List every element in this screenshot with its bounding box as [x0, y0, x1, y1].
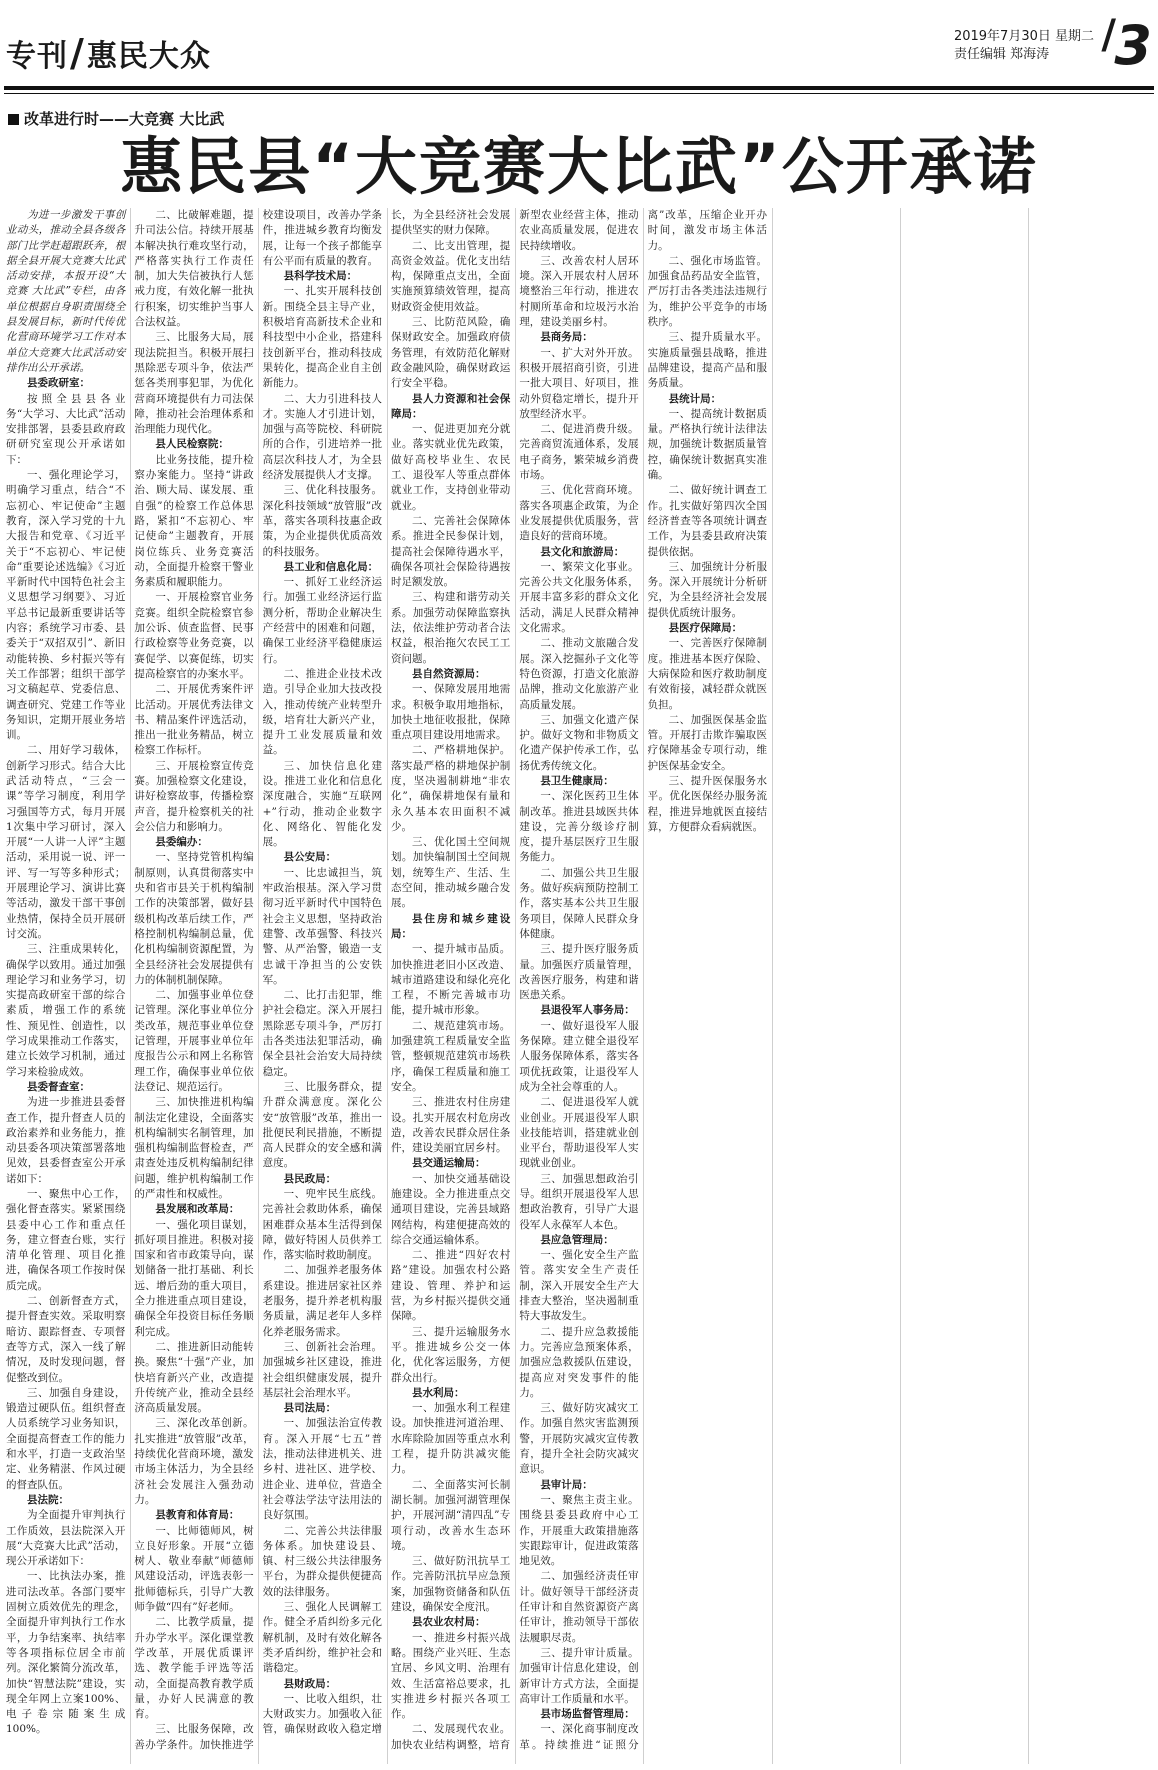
body-paragraph: 一、兜牢民生底线。完善社会救助体系，确保困难群众基本生活得到保障，做好特困人员供养工作，落实临时救助制度。	[262, 1188, 382, 1262]
editor-credit: 责任编辑 郑海涛	[953, 47, 1050, 62]
body-paragraph: 一、比执法办案，推进司法改革。各部门要牢固树立质效优先的理念，全面提升审判执行工作水平，力争结案率、执结率等各项指标位居全市前列。深化繁简分流改革，加快“智慧法院”建设，实现全年网上立案100%、电子卷宗随案生成100%。	[6, 1570, 126, 1736]
body-paragraph: 三、优化科技服务。深化科技领域“放管服”改革，落实各项科技惠企政策，为企业提供优质高效的科技服务。	[262, 484, 382, 558]
column-divider	[515, 208, 516, 1764]
body-paragraph: 一、聚焦中心工作，强化督查落实。紧紧围绕县委中心工作和重点任务，建立督查台账，实行清单化管理、项目化推进，确保各项工作按时保质完成。	[6, 1188, 126, 1292]
body-paragraph: 一、加强水利工程建设。加快推进河道治理、水库除险加固等重点水利工程，提升防洪减灾能力。	[390, 1402, 511, 1476]
column-divider	[258, 208, 259, 1764]
column-divider	[772, 208, 773, 1764]
body-paragraph: 二、用好学习载体，创新学习形式。结合大比武活动特点，“三会一课”等学习制度，利用学习强国等方式，每月开展1次集中学习研讨，深入开展“一人讲一人评”主题活动，采用说一说、评一评、写一写等多种形式；开展理论学习、演讲比赛等活动，激发干部干事创业热情，保持全员开展研讨交流。	[6, 744, 126, 940]
body-paragraph: 二、规范建筑市场。加强建筑工程质量安全监管，整顿规范建筑市场秩序，确保工程质量和施工安全。	[390, 1019, 511, 1093]
body-paragraph: 二、加强医保基金监管。开展打击欺诈骗取医疗保障基金专项行动，维护医保基金安全。	[647, 713, 767, 772]
body-paragraph: 为全面提升审判执行工作质效，县法院深入开展“大竞赛大比武”活动，现公开承诺如下：	[6, 1509, 126, 1568]
column-divider	[1028, 208, 1029, 1764]
body-paragraph: 三、比服务保障，改善办学条件。加快推进学校建设项目，改善办学条件，推进城乡教育均衡发展，让每一个孩子都能享有公平而有质量的教育。	[134, 209, 382, 1751]
body-paragraph: 三、推进农村住房建设。扎实开展农村危房改造，改善农民群众居住条件，建设美丽宜居乡村。	[390, 1096, 511, 1155]
section-heading: 县法院：	[27, 1493, 69, 1506]
section-heading: 县自然资源局：	[411, 667, 486, 680]
body-paragraph: 一、扩大对外开放。积极开展招商引资，引进一批大项目、好项目，推动外贸稳定增长，提升开放型经济水平。	[519, 346, 639, 420]
section-heading: 县应急管理局：	[540, 1233, 614, 1246]
body-paragraph: 二、加强事业单位登记管理。深化事业单位分类改革，规范事业单位登记管理，开展事业单位年度报告公示和网上名称管理工作，确保事业单位依法登记、规范运行。	[134, 989, 254, 1093]
body-paragraph: 二、大力引进科技人才。实施人才引进计划，加强与高等院校、科研院所的合作，引进培养一批高层次科技人才，为全县经济发展提供人才支撑。	[262, 392, 382, 482]
body-paragraph: 三、开展检察宣传竞赛。加强检察文化建设，讲好检察故事，传播检察声音，提升检察机关的社会公信力和影响力。	[134, 759, 254, 833]
body-paragraph: 一、加快交通基础设施建设。全力推进重点交通项目建设，完善县域路网结构，构建便捷高效的综合交通运输体系。	[390, 1172, 511, 1246]
body-paragraph: 一、坚持党管机构编制原则，认真贯彻落实中央和省市县关于机构编制工作的决策部署，做好县级机构改革后续工作，严格控制机构编制总量，优化机构编制资源配置，为全县经济社会发展提供有力的体制机制保障。	[134, 851, 254, 986]
section-heading: 县司法局：	[283, 1402, 337, 1415]
body-paragraph: 三、提升质量水平。实施质量强县战略，推进品牌建设，提高产品和服务质量。	[647, 331, 767, 390]
section-heading: 县商务局：	[540, 331, 593, 344]
body-paragraph: 二、比教学质量，提升办学水平。深化课堂教学改革，开展优质课评选、教学能手评选等活动，全面提高教育教学质量，办好人民满意的教育。	[134, 1616, 254, 1721]
body-paragraph: 一、促进更加充分就业。落实就业优先政策，做好高校毕业生、农民工、退役军人等重点群体就业工作，支持创业带动就业。	[390, 423, 511, 512]
section-heading: 县人民检察院：	[155, 438, 229, 451]
section-heading: 县审计局：	[540, 1478, 593, 1491]
body-paragraph: 一、保障发展用地需求。积极争取用地指标，加快土地征收报批，保障重点项目建设用地需求。	[390, 683, 511, 742]
section-heading: 县教育和体育局：	[155, 1509, 240, 1522]
section-heading: 县文化和旅游局：	[540, 545, 625, 558]
column-kicker	[8, 108, 224, 129]
masthead-rule	[4, 86, 1154, 90]
body-paragraph: 二、严格耕地保护。落实最严格的耕地保护制度，坚决遏制耕地“非农化”，确保耕地保有量和永久基本农田面积不减少。	[390, 744, 511, 833]
column-divider	[130, 208, 131, 1764]
section-heading: 县科学技术局：	[283, 270, 358, 283]
issue-date: 2019年7月30日 星期二	[953, 29, 1094, 44]
body-paragraph: 二、完善公共法律服务体系。加快建设县、镇、村三级公共法律服务平台，为群众提供便捷高效的法律服务。	[262, 1524, 382, 1598]
body-paragraph: 一、做好退役军人服务保障。建立健全退役军人服务保障体系，落实各项优抚政策，让退役军人成为全社会尊重的人。	[519, 1019, 639, 1093]
body-paragraph: 三、优化国土空间规划。加快编制国土空间规划，统筹生产、生活、生态空间，推动城乡融合发展。	[390, 836, 511, 910]
body-paragraph: 二、推动文旅融合发展。深入挖掘孙子文化等特色资源，打造文化旅游品牌，推动文化旅游产业高质量发展。	[519, 637, 639, 711]
body-paragraph: 三、深化改革创新。扎实推进“放管服”改革，持续优化营商环境，激发市场主体活力，为全县经济社会发展注入强劲动力。	[134, 1417, 254, 1506]
body-paragraph: 一、抓好工业经济运行。加强工业经济运行监测分析，帮助企业解决生产经营中的困难和问题，确保工业经济平稳健康运行。	[262, 576, 382, 665]
body-paragraph: 二、提升应急救援能力。完善应急预案体系，加强应急救援队伍建设，提高应对突发事件的能力。	[519, 1325, 639, 1399]
body-paragraph: 二、完善社会保障体系。推进全民参保计划，提高社会保障待遇水平，确保各项社会保险待遇按时足额发放。	[390, 514, 511, 589]
body-paragraph: 三、加快信息化建设。推进工业化和信息化深度融合，实施“互联网+”行动，推动企业数字化、网络化、智能化发展。	[262, 759, 382, 849]
body-paragraph: 一、聚焦主责主业。围绕县委县政府中心工作，开展重大政策措施落实跟踪审计，促进政策落地见效。	[519, 1493, 639, 1568]
slash-divider: /	[70, 30, 85, 75]
masthead-rule-thin	[4, 93, 1154, 94]
body-paragraph: 一、强化安全生产监管。落实安全生产责任制，深入开展安全生产大排查大整治，坚决遏制重特大事故发生。	[519, 1249, 639, 1323]
body-paragraph: 一、深化商事制度改革。持续推进“证照分离”改革，压缩企业开办时间，激发市场主体活力。	[519, 209, 767, 1751]
body-paragraph: 一、提高统计数据质量。严格执行统计法律法规，加强统计数据质量管控，确保统计数据真实准确。	[647, 407, 767, 482]
body-paragraph: 二、加强公共卫生服务。做好疾病预防控制工作，落实基本公共卫生服务项目，保障人民群众身体健康。	[519, 866, 639, 940]
body-paragraph: 二、全面落实河长制湖长制。加强河湖管理保护，开展河湖“清四乱”专项行动，改善水生态环境。	[390, 1478, 511, 1552]
body-paragraph: 三、改善农村人居环境。深入开展农村人居环境整治三年行动，推进农村厕所革命和垃圾污水治理，建设美丽乡村。	[519, 254, 639, 329]
body-paragraph: 三、创新社会治理。加强城乡社区建设，推进社会组织健康发展，提升基层社会治理水平。	[262, 1340, 382, 1399]
body-paragraph: 三、加强统计分析服务。深入开展统计分析研究，为全县经济社会发展提供优质统计服务。	[647, 560, 767, 619]
page-number: 3	[1114, 14, 1152, 77]
body-paragraph: 一、完善医疗保障制度。推进基本医疗保险、大病保险和医疗救助制度有效衔接，减轻群众就医负担。	[647, 637, 767, 711]
body-paragraph: 二、比破解难题，提升司法公信。持续开展基本解决执行难攻坚行动，严格落实执行工作责任制，加大失信被执行人惩戒力度，有效化解一批执行积案，切实维护当事人合法权益。	[134, 209, 254, 329]
section-heading: 县卫生健康局：	[540, 774, 614, 787]
body-paragraph: 三、提升医保服务水平。优化医保经办服务流程，推进异地就医直接结算，方便群众看病就医。	[647, 774, 767, 833]
body-paragraph: 三、提升运输服务水平。推进城乡公交一体化，优化客运服务，方便群众出行。	[390, 1325, 511, 1384]
column-divider	[900, 208, 901, 1764]
column-divider	[387, 208, 388, 1764]
paper-name: 惠民大众	[86, 39, 211, 74]
section-heading: 县委政研室：	[27, 377, 90, 390]
body-paragraph: 三、比服务群众，提升群众满意度。深化公安“放管服”改革，推出一批便民利民措施，不断提高人民群众的安全感和满意度。	[262, 1080, 382, 1170]
body-paragraph: 三、做好防汛抗旱工作。完善防汛抗旱应急预案，加强物资储备和队伍建设，确保安全度汛。	[390, 1555, 511, 1614]
body-paragraph: 二、做好统计调查工作。扎实做好第四次全国经济普查等各项统计调查工作，为县委县政府决策提供依据。	[647, 484, 767, 558]
section-heading: 县农业农村局：	[411, 1616, 486, 1629]
kicker-text: 改革进行时——大竞赛 大比武	[24, 110, 225, 128]
body-paragraph: 三、提升审计质量。加强审计信息化建设，创新审计方式方法，全面提高审计工作质量和水平。	[519, 1646, 639, 1705]
column-divider	[643, 208, 644, 1764]
slash-divider: /	[1101, 12, 1116, 58]
body-paragraph: 一、推进乡村振兴战略。围绕产业兴旺、生态宜居、乡风文明、治理有效、生活富裕总要求，扎实推进乡村振兴各项工作。	[390, 1631, 511, 1721]
body-paragraph: 二、推进“四好农村路”建设。加强农村公路建设、管理、养护和运营，为乡村振兴提供交通保障。	[390, 1249, 511, 1323]
section-heading: 县人力资源和社会保障局：	[390, 392, 511, 420]
section-heading: 县委督查室：	[27, 1080, 90, 1093]
body-paragraph: 一、强化理论学习，明确学习重点，结合“不忘初心、牢记使命”主题教育，深入学习党的十九大报告和党章、《习近平关于“不忘初心、牢记使命”重要论述选编》《习近平新时代中国特色社会主义思想学习纲要》、习近平总书记最新重要讲话等内容；系统学习市委、县委关于“双招双引”、新旧动能转换、乡村振兴等有关工作部署；组织干部学习文稿起草、党委信息、调查研究、党建工作等业务知识，定期开展业务培训。	[6, 469, 126, 742]
body-paragraph: 一、比收入组织，壮大财政实力。加强收入征管，确保财政收入稳定增长，为全县经济社会发展提供坚实的财力保障。	[262, 209, 511, 1736]
body-paragraph: 一、开展检察官业务竞赛。组织全院检察官参加公诉、侦查监督、民事行政检察等业务竞赛，以赛促学、以赛促练，切实提高检察官的办案水平。	[134, 591, 254, 680]
masthead-meta	[953, 12, 1116, 64]
section-heading: 县财政局：	[283, 1677, 337, 1690]
body-paragraph: 三、比服务大局，展现法院担当。积极开展扫黑除恶专项斗争，依法严惩各类刑事犯罪，为优化营商环境提供有力司法保障，推动社会治理体系和治理能力现代化。	[134, 331, 254, 436]
body-paragraph: 二、创新督查方式，提升督查实效。采取明察暗访、跟踪督查、专项督查等方式，深入一线了解情况，及时发现问题，督促整改到位。	[6, 1295, 126, 1384]
article-body	[6, 208, 1152, 1764]
body-paragraph: 一、扎实开展科技创新。围绕全县主导产业，积极培育高新技术企业和科技型中小企业，搭建科技创新平台，推动科技成果转化，提高企业自主创新能力。	[262, 285, 382, 390]
body-paragraph: 三、构建和谐劳动关系。加强劳动保障监察执法，依法维护劳动者合法权益，根治拖欠农民工工资问题。	[390, 591, 511, 665]
body-paragraph: 三、强化人民调解工作。健全矛盾纠纷多元化解机制，及时有效化解各类矛盾纠纷，维护社会和谐稳定。	[262, 1601, 382, 1675]
section-label: 专刊	[6, 39, 68, 74]
body-paragraph: 一、比师德师风，树立良好形象。开展“立德树人、敬业奉献”师德师风建设活动，评选表彰一批师德标兵，引导广大教师争做“四有”好老师。	[134, 1524, 254, 1614]
lead-paragraph: 为进一步激发干事创业动头，推动全县各级各部门比学赶超跟跃奔，根据全县开展大竞赛大比武活动安排，本报开设“大竞赛 大比武”专栏，由各单位根据自身职责围绕全县发展目标，新时代传优化营商环境学习工作对本单位大竞赛大比武活动安排作出公开承诺。	[6, 209, 126, 374]
masthead-title	[6, 30, 211, 75]
body-paragraph: 二、比支出管理，提高资金效益。优化支出结构，保障重点支出，全面实施预算绩效管理，提高财政资金使用效益。	[390, 239, 511, 313]
section-heading: 县退役军人事务局：	[540, 1004, 635, 1017]
masthead	[0, 0, 1158, 86]
body-paragraph: 三、优化营商环境。落实各项惠企政策，为企业发展提供优质服务，营造良好的营商环境。	[519, 484, 639, 543]
body-paragraph: 二、比打击犯罪，维护社会稳定。深入开展扫黑除恶专项斗争，严厉打击各类违法犯罪活动，确保全县社会治安大局持续稳定。	[262, 989, 382, 1078]
body-paragraph: 三、提升医疗服务质量。加强医疗质量管理，改善医疗服务，构建和谐医患关系。	[519, 943, 639, 1002]
body-paragraph: 三、比防范风险，确保财政安全。加强政府债务管理，有效防范化解财政金融风险，确保财政运行安全平稳。	[390, 316, 511, 390]
body-paragraph: 一、提升城市品质。加快推进老旧小区改造、城市道路建设和绿化亮化工程，不断完善城市功能，提升城市形象。	[390, 943, 511, 1017]
body-paragraph: 三、加强思想政治引导。组织开展退役军人思想政治教育，引导广大退役军人永葆军人本色。	[519, 1172, 639, 1231]
section-heading: 县委编办：	[155, 836, 208, 849]
section-heading: 县统计局：	[668, 392, 722, 405]
section-heading: 县市场监督管理局：	[540, 1708, 635, 1721]
body-paragraph: 二、推进企业技术改造。引导企业加大技改投入，推动传统产业转型升级，培育壮大新兴产业，提升工业发展质量和效益。	[262, 667, 382, 757]
body-paragraph: 二、促进退役军人就业创业。开展退役军人职业技能培训，搭建就业创业平台，帮助退役军人实现就业创业。	[519, 1096, 639, 1170]
body-paragraph: 二、促进消费升级。完善商贸流通体系，发展电子商务，繁荣城乡消费市场。	[519, 423, 639, 482]
body-paragraph: 二、加强养老服务体系建设。推进居家社区养老服务，提升养老机构服务质量，满足老年人多样化养老服务需求。	[262, 1264, 382, 1338]
body-paragraph: 三、注重成果转化，确保学以致用。通过加强理论学习和业务学习，切实提高政研室干部的综合素质，增强工作的系统性、预见性、创造性，以学习成果推动工作落实，建立长效学习机制，通过学习来检验成效。	[6, 943, 126, 1078]
body-paragraph: 二、加强经济责任审计。做好领导干部经济责任审计和自然资源资产离任审计，推动领导干部依法履职尽责。	[519, 1570, 639, 1644]
body-paragraph: 三、加快推进机构编制法定化建设，全面落实机构编制实名制管理，加强机构编制监督检查，严肃查处违反机构编制纪律问题，维护机构编制工作的严肃性和权威性。	[134, 1096, 254, 1200]
section-heading: 县交通运输局：	[411, 1157, 486, 1170]
body-paragraph: 三、做好防灾减灾工作。加强自然灾害监测预警，开展防灾减灾宣传教育，提升全社会防灾减灾意识。	[519, 1402, 639, 1476]
square-bullet-icon	[8, 114, 19, 125]
body-paragraph: 三、加强文化遗产保护。做好文物和非物质文化遗产保护传承工作，弘扬优秀传统文化。	[519, 713, 639, 772]
body-paragraph: 二、开展优秀案件评比活动。开展优秀法律文书、精品案件评选活动，推出一批业务精品，树立检察工作标杆。	[134, 683, 254, 757]
body-paragraph: 二、强化市场监管。加强食品药品安全监管，严厉打击各类违法违规行为，维护公平竞争的市场秩序。	[647, 254, 767, 329]
body-paragraph: 一、强化项目谋划，抓好项目推进。积极对接国家和省市政策导向，谋划储备一批打基础、利长远、增后劲的重大项目，全力推进重点项目建设，确保全年投资目标任务顺利完成。	[134, 1218, 254, 1338]
body-paragraph: 按照全县县各业务“大学习、大比武”活动安排部署，县委县政府政研研究室现公开承诺如下：	[6, 392, 126, 466]
section-heading: 县住房和城乡建设局：	[390, 912, 511, 940]
body-paragraph: 三、加强自身建设，锻造过硬队伍。组织督查人员系统学习业务知识，全面提高督查工作的能力和水平，打造一支政治坚定、业务精湛、作风过硬的督查队伍。	[6, 1386, 126, 1491]
body-paragraph: 二、推进新旧动能转换。聚焦“十强”产业，加快培育新兴产业，改造提升传统产业，推动全县经济高质量发展。	[134, 1340, 254, 1415]
body-paragraph: 一、比忠诚担当，筑牢政治根基。深入学习贯彻习近平新时代中国特色社会主义思想，坚持政治建警、改革强警、科技兴警、从严治警，锻造一支忠诚干净担当的公安铁军。	[262, 866, 382, 986]
section-heading: 县医疗保障局：	[668, 622, 743, 635]
page-title: 惠民县“大竞赛大比武”公开承诺	[120, 130, 1038, 203]
body-paragraph: 比业务技能，提升检察办案能力。坚持“讲政治、顾大局、谋发展、重自强”的检察工作总体思路，紧扣“不忘初心、牢记使命”主题教育，开展岗位练兵、业务竞赛活动，全面提升检察干警业务素质和履职能力。	[134, 453, 254, 589]
section-heading: 县公安局：	[283, 851, 337, 864]
body-paragraph: 为进一步推进县委督查工作，提升督查人员的政治素养和业务能力，推动县委各项决策部署落地见效，县委督查室公开承诺如下：	[6, 1096, 126, 1185]
body-paragraph: 一、加强法治宣传教育。深入开展“七五”普法，推动法律进机关、进乡村、进社区、进学校、进企业、进单位，营造全社会尊法学法守法用法的良好氛围。	[262, 1417, 382, 1522]
body-paragraph: 一、深化医药卫生体制改革。推进县域医共体建设，完善分级诊疗制度，提升基层医疗卫生服务能力。	[519, 790, 639, 864]
body-paragraph: 二、发展现代农业。加快农业结构调整，培育新型农业经营主体，推动农业高质量发展，促进农民持续增收。	[390, 209, 639, 1751]
body-paragraph: 一、繁荣文化事业。完善公共文化服务体系，开展丰富多彩的群众文化活动，满足人民群众精神文化需求。	[519, 560, 639, 635]
section-heading: 县发展和改革局：	[155, 1203, 240, 1216]
section-heading: 县民政局：	[283, 1172, 337, 1185]
section-heading: 县水利局：	[411, 1386, 465, 1399]
section-heading: 县工业和信息化局：	[283, 560, 379, 573]
